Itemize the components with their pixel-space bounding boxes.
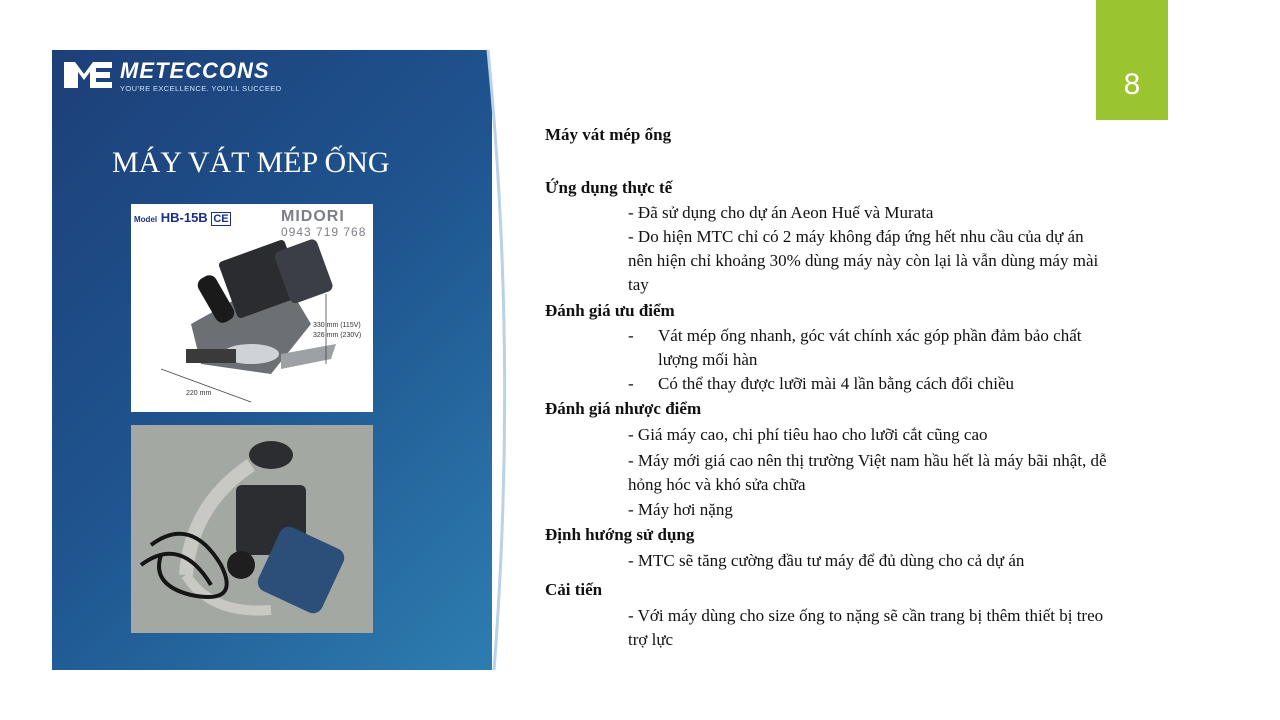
model-label: Model HB-15B CE	[134, 210, 229, 225]
section-line: - Giá máy cao, chi phí tiêu hao cho lưỡi cắt cũng cao	[628, 425, 988, 444]
section-line: tay	[628, 275, 649, 294]
product-image	[131, 204, 373, 412]
dimension-label: 330 mm (115V)	[313, 322, 361, 329]
section-line: - Do hiện MTC chỉ có 2 máy không đáp ứng hết nhu cầu của dự án	[628, 227, 1084, 246]
bullet-text: Có thể thay được lưỡi mài 4 lần bằng cách đổi chiều	[658, 374, 1015, 393]
machine-photo	[131, 425, 373, 633]
machine-photo-illustration	[131, 425, 373, 633]
page-number: 8	[1123, 68, 1141, 101]
section-heading: Định hướng sử dụng	[545, 525, 695, 544]
machine-illustration	[131, 204, 373, 412]
phone-number: 0943 719 768	[281, 225, 367, 239]
slide-title: MÁY VÁT MÉP ỐNG	[112, 146, 390, 179]
bullet-text: Vát mép ống nhanh, góc vát chính xác góp phần đảm bảo chất	[658, 326, 1082, 345]
dimension-label: 220 mm	[186, 390, 212, 397]
dimension-label: 326 mm (230V)	[313, 332, 362, 339]
section-line: hỏng hóc và khó sửa chữa	[628, 475, 806, 494]
section-heading: Cải tiến	[545, 580, 603, 599]
logo-icon	[62, 58, 114, 92]
section-line: - MTC sẽ tăng cường đầu tư máy để đủ dùng cho cả dự án	[628, 551, 1025, 570]
logo-brand: METECCONS	[120, 58, 270, 83]
page-number-badge	[1096, 0, 1168, 120]
section-line: trợ lực	[628, 630, 674, 649]
content-title: Máy vát mép ống	[545, 125, 672, 144]
bullet-marker: -	[628, 326, 634, 345]
section-heading: Đánh giá nhược điểm	[545, 399, 702, 418]
section-line: - Máy mới giá cao nên thị trường Việt nam hầu hết là máy bãi nhật, dễ	[628, 451, 1107, 470]
bullet-text: lượng mối hàn	[658, 350, 758, 369]
section-line: - Đã sử dụng cho dự án Aeon Huế và Murata	[628, 203, 934, 222]
brand-mark: MIDORI	[281, 208, 345, 225]
bullet-marker: -	[628, 374, 634, 393]
company-logo	[62, 58, 302, 94]
section-line: - Máy hơi nặng	[628, 500, 733, 519]
section-line: nên hiện chỉ khoảng 30% dùng máy này còn lại là vẫn dùng máy mài	[628, 251, 1099, 270]
section-heading: Ứng dụng thực tế	[545, 178, 673, 197]
logo-slogan: YOU'RE EXCELLENCE. YOU'LL SUCCEED	[120, 84, 282, 93]
section-heading: Đánh giá ưu điểm	[545, 301, 675, 320]
section-line: - Với máy dùng cho size ống to nặng sẽ cần trang bị thêm thiết bị treo	[628, 606, 1104, 625]
